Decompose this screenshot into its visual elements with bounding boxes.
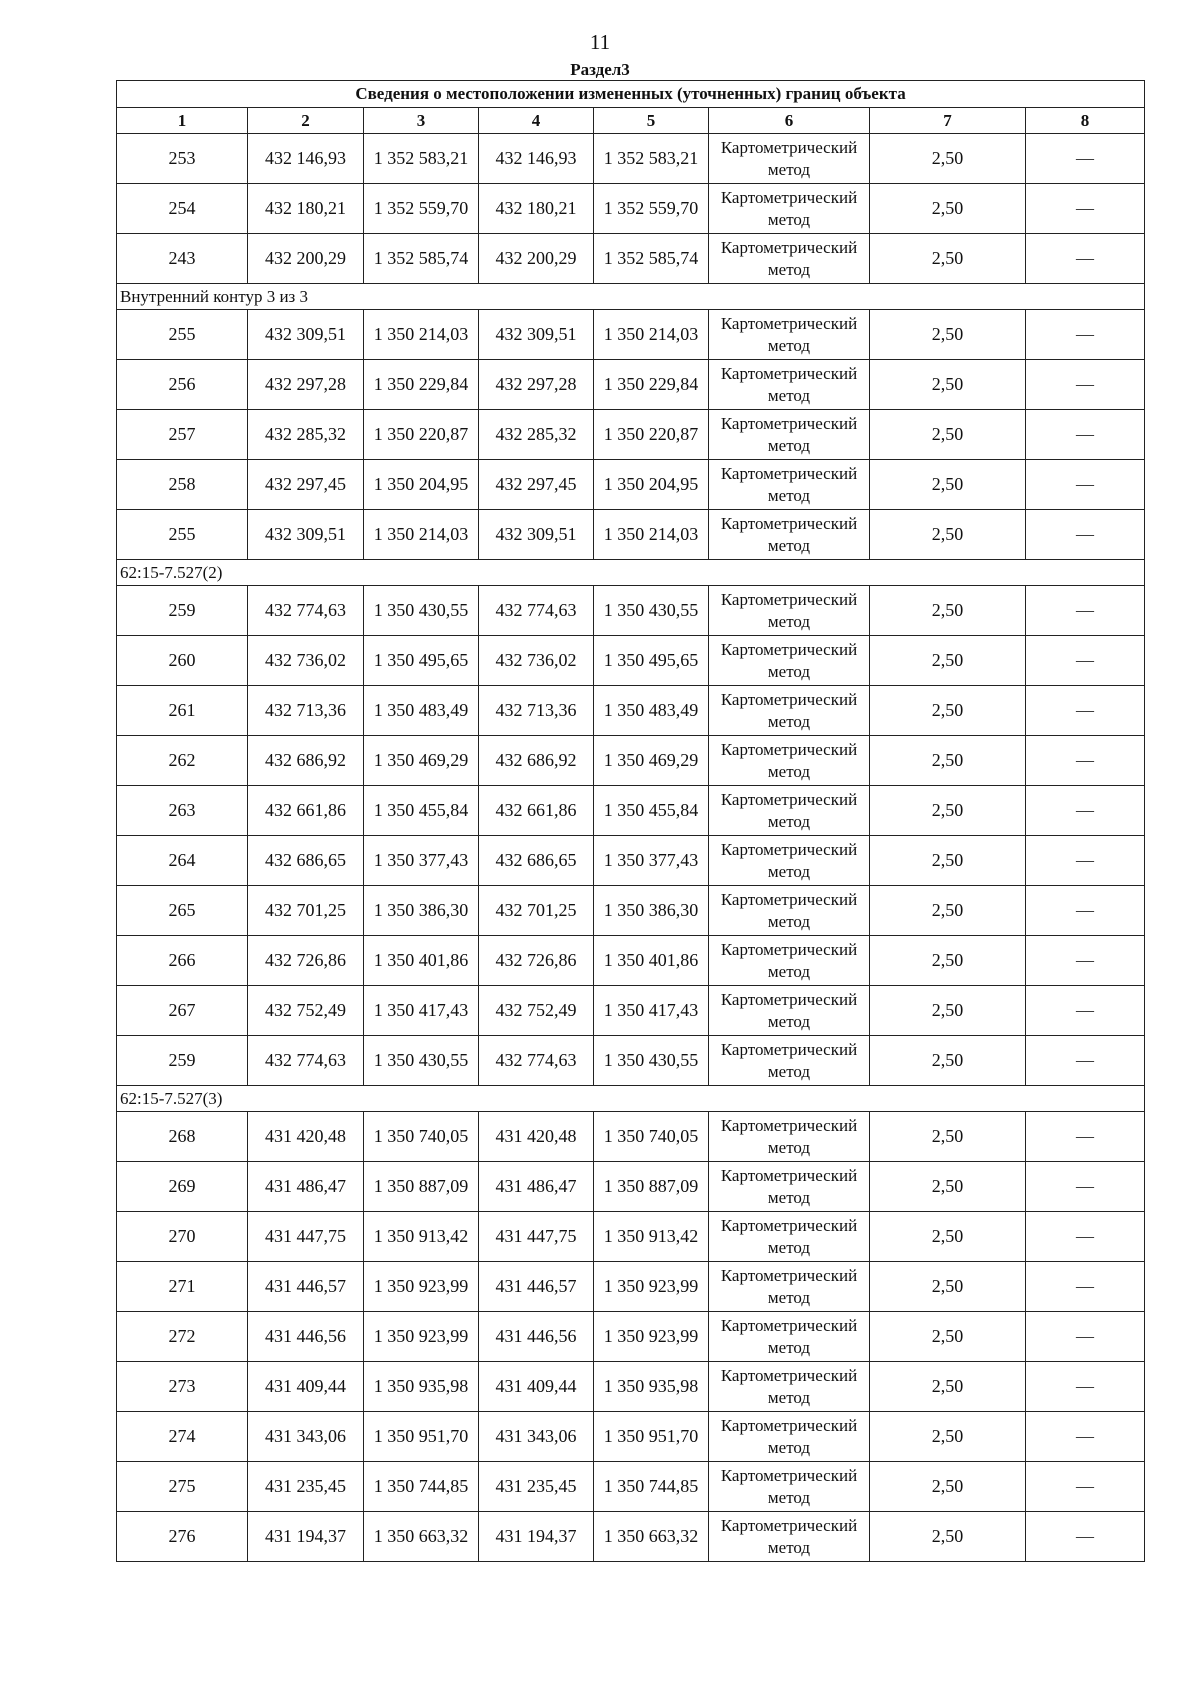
method-cell: Картометрический метод — [709, 460, 870, 510]
note-cell: — — [1026, 234, 1145, 284]
accuracy-cell: 2,50 — [870, 1212, 1026, 1262]
x-refined-cell: 432 180,21 — [479, 184, 594, 234]
x-existing-cell: 432 736,02 — [248, 636, 364, 686]
table-row — [117, 736, 1145, 786]
x-existing-cell: 431 194,37 — [248, 1512, 364, 1562]
x-existing-cell: 432 297,28 — [248, 360, 364, 410]
y-existing-cell: 1 352 585,74 — [364, 234, 479, 284]
y-refined-cell: 1 350 913,42 — [594, 1212, 709, 1262]
point-number-cell: 257 — [117, 410, 248, 460]
table-row — [117, 786, 1145, 836]
table-row — [117, 134, 1145, 184]
x-refined-cell: 431 486,47 — [479, 1162, 594, 1212]
method-cell: Картометрический метод — [709, 360, 870, 410]
x-existing-cell: 432 701,25 — [248, 886, 364, 936]
table-row — [117, 1036, 1145, 1086]
table-row — [117, 1212, 1145, 1262]
point-number-cell: 258 — [117, 460, 248, 510]
point-number-cell: 264 — [117, 836, 248, 886]
point-number-cell: 243 — [117, 234, 248, 284]
x-existing-cell: 432 309,51 — [248, 310, 364, 360]
boundary-coordinates-table — [116, 80, 1145, 1562]
x-refined-cell: 431 343,06 — [479, 1412, 594, 1462]
point-number-cell: 272 — [117, 1312, 248, 1362]
x-refined-cell: 432 726,86 — [479, 936, 594, 986]
y-existing-cell: 1 350 495,65 — [364, 636, 479, 686]
column-header-6: 6 — [709, 108, 870, 134]
method-cell: Картометрический метод — [709, 1262, 870, 1312]
y-existing-cell: 1 350 469,29 — [364, 736, 479, 786]
column-header-4: 4 — [479, 108, 594, 134]
note-cell: — — [1026, 886, 1145, 936]
table-row — [117, 1262, 1145, 1312]
y-existing-cell: 1 350 214,03 — [364, 310, 479, 360]
note-cell: — — [1026, 786, 1145, 836]
x-refined-cell: 432 200,29 — [479, 234, 594, 284]
y-refined-cell: 1 350 740,05 — [594, 1112, 709, 1162]
point-number-cell: 266 — [117, 936, 248, 986]
y-refined-cell: 1 352 559,70 — [594, 184, 709, 234]
x-existing-cell: 432 726,86 — [248, 936, 364, 986]
method-cell: Картометрический метод — [709, 310, 870, 360]
note-cell: — — [1026, 1512, 1145, 1562]
x-existing-cell: 431 446,56 — [248, 1312, 364, 1362]
table-row — [117, 586, 1145, 636]
point-number-cell: 268 — [117, 1112, 248, 1162]
table-row — [117, 986, 1145, 1036]
table-row — [117, 1462, 1145, 1512]
method-cell: Картометрический метод — [709, 1512, 870, 1562]
method-cell: Картометрический метод — [709, 510, 870, 560]
x-refined-cell: 432 285,32 — [479, 410, 594, 460]
table-row — [117, 1312, 1145, 1362]
method-cell: Картометрический метод — [709, 410, 870, 460]
note-cell: — — [1026, 1112, 1145, 1162]
section-label: Внутренний контур 3 из 3 — [117, 284, 1145, 310]
y-refined-cell: 1 350 214,03 — [594, 310, 709, 360]
method-cell: Картометрический метод — [709, 234, 870, 284]
y-existing-cell: 1 350 377,43 — [364, 836, 479, 886]
y-refined-cell: 1 350 951,70 — [594, 1412, 709, 1462]
y-refined-cell: 1 350 204,95 — [594, 460, 709, 510]
note-cell: — — [1026, 1362, 1145, 1412]
x-refined-cell: 432 686,65 — [479, 836, 594, 886]
note-cell: — — [1026, 986, 1145, 1036]
accuracy-cell: 2,50 — [870, 1036, 1026, 1086]
y-existing-cell: 1 350 430,55 — [364, 1036, 479, 1086]
column-header-2: 2 — [248, 108, 364, 134]
column-header-7: 7 — [870, 108, 1026, 134]
point-number-cell: 275 — [117, 1462, 248, 1512]
x-refined-cell: 431 446,56 — [479, 1312, 594, 1362]
method-cell: Картометрический метод — [709, 636, 870, 686]
note-cell: — — [1026, 360, 1145, 410]
y-existing-cell: 1 350 204,95 — [364, 460, 479, 510]
accuracy-cell: 2,50 — [870, 360, 1026, 410]
page-number: 11 — [589, 30, 611, 54]
method-cell: Картометрический метод — [709, 786, 870, 836]
x-refined-cell: 432 736,02 — [479, 636, 594, 686]
table-row — [117, 360, 1145, 410]
note-cell: — — [1026, 736, 1145, 786]
column-header-8: 8 — [1026, 108, 1145, 134]
method-cell: Картометрический метод — [709, 736, 870, 786]
y-refined-cell: 1 350 887,09 — [594, 1162, 709, 1212]
y-existing-cell: 1 350 455,84 — [364, 786, 479, 836]
table-row — [117, 1162, 1145, 1212]
point-number-cell: 263 — [117, 786, 248, 836]
x-existing-cell: 432 774,63 — [248, 1036, 364, 1086]
accuracy-cell: 2,50 — [870, 1312, 1026, 1362]
x-existing-cell: 432 285,32 — [248, 410, 364, 460]
table-row — [117, 836, 1145, 886]
y-refined-cell: 1 350 386,30 — [594, 886, 709, 936]
accuracy-cell: 2,50 — [870, 1162, 1026, 1212]
point-number-cell: 270 — [117, 1212, 248, 1262]
y-existing-cell: 1 350 923,99 — [364, 1262, 479, 1312]
method-cell: Картометрический метод — [709, 1112, 870, 1162]
x-existing-cell: 432 309,51 — [248, 510, 364, 560]
section-label: 62:15-7.527(2) — [117, 560, 1145, 586]
accuracy-cell: 2,50 — [870, 786, 1026, 836]
y-existing-cell: 1 350 935,98 — [364, 1362, 479, 1412]
x-refined-cell: 432 146,93 — [479, 134, 594, 184]
point-number-cell: 276 — [117, 1512, 248, 1562]
point-number-cell: 274 — [117, 1412, 248, 1462]
column-header-5: 5 — [594, 108, 709, 134]
y-existing-cell: 1 350 923,99 — [364, 1312, 479, 1362]
accuracy-cell: 2,50 — [870, 1362, 1026, 1412]
x-existing-cell: 432 180,21 — [248, 184, 364, 234]
y-existing-cell: 1 350 740,05 — [364, 1112, 479, 1162]
y-refined-cell: 1 350 483,49 — [594, 686, 709, 736]
note-cell: — — [1026, 310, 1145, 360]
y-existing-cell: 1 350 744,85 — [364, 1462, 479, 1512]
y-existing-cell: 1 350 214,03 — [364, 510, 479, 560]
y-existing-cell: 1 350 401,86 — [364, 936, 479, 986]
x-existing-cell: 431 446,57 — [248, 1262, 364, 1312]
x-refined-cell: 432 774,63 — [479, 1036, 594, 1086]
accuracy-cell: 2,50 — [870, 310, 1026, 360]
y-refined-cell: 1 350 214,03 — [594, 510, 709, 560]
y-refined-cell: 1 350 430,55 — [594, 1036, 709, 1086]
x-existing-cell: 431 447,75 — [248, 1212, 364, 1262]
method-cell: Картометрический метод — [709, 686, 870, 736]
method-cell: Картометрический метод — [709, 586, 870, 636]
method-cell: Картометрический метод — [709, 1362, 870, 1412]
point-number-cell: 254 — [117, 184, 248, 234]
accuracy-cell: 2,50 — [870, 586, 1026, 636]
table-section-row — [117, 560, 1145, 586]
point-number-cell: 255 — [117, 510, 248, 560]
table-row — [117, 410, 1145, 460]
point-number-cell: 271 — [117, 1262, 248, 1312]
method-cell: Картометрический метод — [709, 1212, 870, 1262]
method-cell: Картометрический метод — [709, 1462, 870, 1512]
y-refined-cell: 1 350 744,85 — [594, 1462, 709, 1512]
x-existing-cell: 431 409,44 — [248, 1362, 364, 1412]
point-number-cell: 262 — [117, 736, 248, 786]
y-refined-cell: 1 350 663,32 — [594, 1512, 709, 1562]
method-cell: Картометрический метод — [709, 936, 870, 986]
accuracy-cell: 2,50 — [870, 1412, 1026, 1462]
y-existing-cell: 1 350 483,49 — [364, 686, 479, 736]
section-title: Раздел3 — [570, 60, 630, 79]
note-cell: — — [1026, 1212, 1145, 1262]
method-cell: Картометрический метод — [709, 184, 870, 234]
accuracy-cell: 2,50 — [870, 736, 1026, 786]
y-refined-cell: 1 350 495,65 — [594, 636, 709, 686]
accuracy-cell: 2,50 — [870, 1262, 1026, 1312]
table-row — [117, 1512, 1145, 1562]
x-refined-cell: 431 409,44 — [479, 1362, 594, 1412]
x-refined-cell: 432 701,25 — [479, 886, 594, 936]
method-cell: Картометрический метод — [709, 1412, 870, 1462]
method-cell: Картометрический метод — [709, 1162, 870, 1212]
note-cell: — — [1026, 460, 1145, 510]
accuracy-cell: 2,50 — [870, 886, 1026, 936]
method-cell: Картометрический метод — [709, 886, 870, 936]
note-cell: — — [1026, 1262, 1145, 1312]
x-refined-cell: 432 297,28 — [479, 360, 594, 410]
y-refined-cell: 1 350 220,87 — [594, 410, 709, 460]
note-cell: — — [1026, 1162, 1145, 1212]
accuracy-cell: 2,50 — [870, 510, 1026, 560]
column-header-1: 1 — [117, 108, 248, 134]
table-row — [117, 1362, 1145, 1412]
x-existing-cell: 432 752,49 — [248, 986, 364, 1036]
accuracy-cell: 2,50 — [870, 836, 1026, 886]
note-cell: — — [1026, 1462, 1145, 1512]
table-row — [117, 234, 1145, 284]
y-refined-cell: 1 350 935,98 — [594, 1362, 709, 1412]
x-existing-cell: 432 297,45 — [248, 460, 364, 510]
table-title: Сведения о местоположении измененных (уточненных) границ объекта — [117, 81, 1145, 108]
point-number-cell: 259 — [117, 1036, 248, 1086]
x-existing-cell: 431 235,45 — [248, 1462, 364, 1512]
y-existing-cell: 1 350 663,32 — [364, 1512, 479, 1562]
y-refined-cell: 1 350 417,43 — [594, 986, 709, 1036]
point-number-cell: 261 — [117, 686, 248, 736]
method-cell: Картометрический метод — [709, 1036, 870, 1086]
y-refined-cell: 1 350 430,55 — [594, 586, 709, 636]
x-refined-cell: 432 297,45 — [479, 460, 594, 510]
note-cell: — — [1026, 936, 1145, 986]
x-existing-cell: 432 686,65 — [248, 836, 364, 886]
x-refined-cell: 432 774,63 — [479, 586, 594, 636]
x-existing-cell: 432 713,36 — [248, 686, 364, 736]
x-existing-cell: 432 774,63 — [248, 586, 364, 636]
table-row — [117, 310, 1145, 360]
y-existing-cell: 1 350 430,55 — [364, 586, 479, 636]
y-existing-cell: 1 350 386,30 — [364, 886, 479, 936]
x-refined-cell: 432 752,49 — [479, 986, 594, 1036]
method-cell: Картометрический метод — [709, 134, 870, 184]
method-cell: Картометрический метод — [709, 986, 870, 1036]
point-number-cell: 260 — [117, 636, 248, 686]
accuracy-cell: 2,50 — [870, 410, 1026, 460]
x-existing-cell: 432 661,86 — [248, 786, 364, 836]
x-existing-cell: 431 343,06 — [248, 1412, 364, 1462]
x-existing-cell: 431 486,47 — [248, 1162, 364, 1212]
accuracy-cell: 2,50 — [870, 184, 1026, 234]
y-refined-cell: 1 350 923,99 — [594, 1262, 709, 1312]
point-number-cell: 273 — [117, 1362, 248, 1412]
accuracy-cell: 2,50 — [870, 936, 1026, 986]
y-existing-cell: 1 350 887,09 — [364, 1162, 479, 1212]
y-existing-cell: 1 352 583,21 — [364, 134, 479, 184]
table-row — [117, 1112, 1145, 1162]
y-refined-cell: 1 350 455,84 — [594, 786, 709, 836]
y-existing-cell: 1 350 220,87 — [364, 410, 479, 460]
table-row — [117, 636, 1145, 686]
accuracy-cell: 2,50 — [870, 1462, 1026, 1512]
accuracy-cell: 2,50 — [870, 134, 1026, 184]
x-existing-cell: 432 146,93 — [248, 134, 364, 184]
table-row — [117, 184, 1145, 234]
note-cell: — — [1026, 184, 1145, 234]
note-cell: — — [1026, 1036, 1145, 1086]
table-row — [117, 510, 1145, 560]
accuracy-cell: 2,50 — [870, 1112, 1026, 1162]
table-row — [117, 1412, 1145, 1462]
table-row — [117, 460, 1145, 510]
table-row — [117, 686, 1145, 736]
x-refined-cell: 431 194,37 — [479, 1512, 594, 1562]
x-refined-cell: 431 447,75 — [479, 1212, 594, 1262]
x-refined-cell: 432 309,51 — [479, 310, 594, 360]
accuracy-cell: 2,50 — [870, 636, 1026, 686]
note-cell: — — [1026, 134, 1145, 184]
point-number-cell: 267 — [117, 986, 248, 1036]
y-refined-cell: 1 350 469,29 — [594, 736, 709, 786]
x-refined-cell: 432 309,51 — [479, 510, 594, 560]
note-cell: — — [1026, 510, 1145, 560]
point-number-cell: 255 — [117, 310, 248, 360]
column-header-3: 3 — [364, 108, 479, 134]
accuracy-cell: 2,50 — [870, 686, 1026, 736]
y-refined-cell: 1 352 585,74 — [594, 234, 709, 284]
note-cell: — — [1026, 410, 1145, 460]
x-existing-cell: 432 686,92 — [248, 736, 364, 786]
y-existing-cell: 1 350 913,42 — [364, 1212, 479, 1262]
y-refined-cell: 1 352 583,21 — [594, 134, 709, 184]
x-existing-cell: 432 200,29 — [248, 234, 364, 284]
x-refined-cell: 432 661,86 — [479, 786, 594, 836]
y-refined-cell: 1 350 229,84 — [594, 360, 709, 410]
y-existing-cell: 1 350 417,43 — [364, 986, 479, 1036]
accuracy-cell: 2,50 — [870, 986, 1026, 1036]
point-number-cell: 259 — [117, 586, 248, 636]
x-refined-cell: 431 420,48 — [479, 1112, 594, 1162]
x-existing-cell: 431 420,48 — [248, 1112, 364, 1162]
note-cell: — — [1026, 1412, 1145, 1462]
point-number-cell: 269 — [117, 1162, 248, 1212]
point-number-cell: 256 — [117, 360, 248, 410]
table-row — [117, 936, 1145, 986]
y-refined-cell: 1 350 377,43 — [594, 836, 709, 886]
table-body — [117, 134, 1145, 1562]
note-cell: — — [1026, 686, 1145, 736]
note-cell: — — [1026, 1312, 1145, 1362]
y-existing-cell: 1 350 229,84 — [364, 360, 479, 410]
point-number-cell: 265 — [117, 886, 248, 936]
x-refined-cell: 431 446,57 — [479, 1262, 594, 1312]
table-section-row — [117, 1086, 1145, 1112]
method-cell: Картометрический метод — [709, 836, 870, 886]
accuracy-cell: 2,50 — [870, 234, 1026, 284]
y-existing-cell: 1 352 559,70 — [364, 184, 479, 234]
point-number-cell: 253 — [117, 134, 248, 184]
accuracy-cell: 2,50 — [870, 1512, 1026, 1562]
note-cell: — — [1026, 586, 1145, 636]
table-row — [117, 886, 1145, 936]
note-cell: — — [1026, 636, 1145, 686]
x-refined-cell: 432 713,36 — [479, 686, 594, 736]
method-cell: Картометрический метод — [709, 1312, 870, 1362]
y-existing-cell: 1 350 951,70 — [364, 1412, 479, 1462]
y-refined-cell: 1 350 923,99 — [594, 1312, 709, 1362]
accuracy-cell: 2,50 — [870, 460, 1026, 510]
table-section-row — [117, 284, 1145, 310]
table-title-row — [117, 81, 1145, 108]
x-refined-cell: 432 686,92 — [479, 736, 594, 786]
column-header-row — [117, 108, 1145, 134]
section-label: 62:15-7.527(3) — [117, 1086, 1145, 1112]
y-refined-cell: 1 350 401,86 — [594, 936, 709, 986]
note-cell: — — [1026, 836, 1145, 886]
x-refined-cell: 431 235,45 — [479, 1462, 594, 1512]
